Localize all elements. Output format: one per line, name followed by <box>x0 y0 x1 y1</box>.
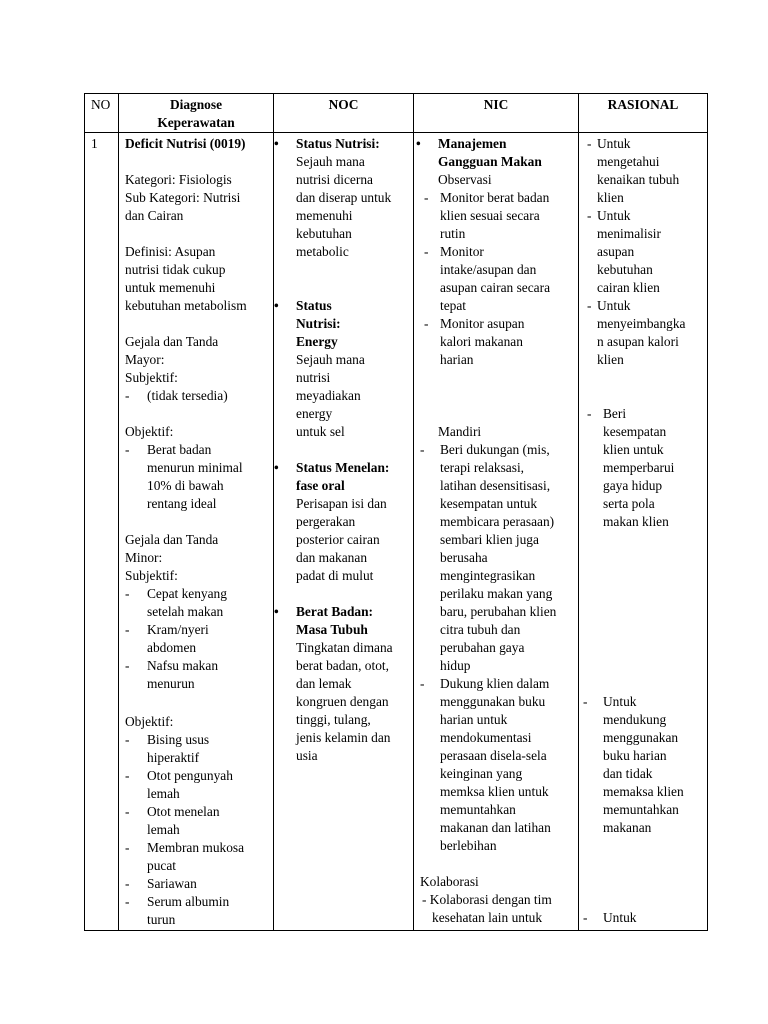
list-item: abdomen <box>147 640 197 655</box>
rasional-item: makan klien <box>603 514 669 529</box>
noc-title: Berat Badan: <box>296 604 373 619</box>
noc-title: fase oral <box>296 478 345 493</box>
dash-marker: - <box>587 208 592 223</box>
list-item: lemah <box>147 822 180 837</box>
list-item: (tidak tersedia) <box>147 388 228 403</box>
dash-marker: - <box>125 622 130 637</box>
list-item: Dukung klien dalam <box>440 676 550 691</box>
dash-marker: - <box>420 442 425 457</box>
list-item: klien sesuai secara <box>440 208 540 223</box>
rasional-item: menggunakan <box>603 730 679 745</box>
dash-marker: - <box>424 316 429 331</box>
rasional-item: klien untuk <box>603 442 664 457</box>
objektif-label: Objektif: <box>125 714 174 729</box>
noc-description: dan lemak <box>296 676 352 691</box>
noc-description: usia <box>296 748 318 763</box>
noc-description: dan diserap untuk <box>296 190 392 205</box>
kolaborasi-label: Kolaborasi <box>420 874 479 889</box>
list-item: Nafsu makan <box>147 658 219 673</box>
list-item: turun <box>147 912 176 927</box>
noc-description: pergerakan <box>296 514 356 529</box>
noc-title: Status <box>296 298 332 313</box>
diagnose-cell <box>119 133 274 931</box>
dash-marker: - <box>587 298 592 313</box>
bullet-icon: • <box>274 136 279 151</box>
minor-heading: Gejala dan Tanda <box>125 532 219 547</box>
list-item: memksa klien untuk <box>440 784 549 799</box>
list-item: Monitor <box>440 244 484 259</box>
list-item: memuntahkan <box>440 802 516 817</box>
noc-description: kebutuhan <box>296 226 352 241</box>
rasional-item: menimalisir <box>597 226 661 241</box>
list-item: harian <box>440 352 474 367</box>
rasional-item: n asupan kalori <box>597 334 679 349</box>
list-item: lemah <box>147 786 180 801</box>
list-item: Monitor berat badan <box>440 190 550 205</box>
list-item: hiperaktif <box>147 750 200 765</box>
list-item: latihan desensitisasi, <box>440 478 551 493</box>
kolaborasi-item: kesehatan lain untuk <box>432 910 543 925</box>
list-item: rutin <box>440 226 466 241</box>
subjektif-label: Subjektif: <box>125 370 178 385</box>
header-nic: NIC <box>414 94 579 133</box>
definisi-text: kebutuhan metabolism <box>125 298 247 313</box>
list-item: kesempatan untuk <box>440 496 538 511</box>
header-diagnose: Diagnose Keperawatan <box>119 94 274 133</box>
list-item: makanan dan latihan <box>440 820 551 835</box>
rasional-item: mendukung <box>603 712 667 727</box>
sub-kategori-text: dan Cairan <box>125 208 184 223</box>
mayor-heading: Mayor: <box>125 352 165 367</box>
kategori-text: Kategori: Fisiologis <box>125 172 232 187</box>
noc-description: Sejauh mana <box>296 154 365 169</box>
list-item: terapi relaksasi, <box>440 460 525 475</box>
header-row <box>85 94 708 133</box>
rasional-item: memperbarui <box>603 460 675 475</box>
rasional-item: makanan <box>603 820 652 835</box>
definisi-text: untuk memenuhi <box>125 280 216 295</box>
dash-marker: - <box>125 732 130 747</box>
list-item: citra tubuh dan <box>440 622 521 637</box>
dash-marker: - <box>125 442 130 457</box>
definisi-text: Definisi: Asupan <box>125 244 216 259</box>
noc-description: Perisapan isi dan <box>296 496 387 511</box>
dash-marker: - <box>424 244 429 259</box>
noc-description: jenis kelamin dan <box>296 730 391 745</box>
list-item: kalori makanan <box>440 334 523 349</box>
list-item: Membran mukosa <box>147 840 245 855</box>
list-item: mengintegrasikan <box>440 568 536 583</box>
rasional-cell <box>579 133 708 931</box>
dash-marker: - <box>125 586 130 601</box>
rasional-item: dan tidak <box>603 766 653 781</box>
dash-marker: - <box>587 406 592 421</box>
list-item: Beri dukungan (mis, <box>440 442 550 457</box>
noc-description: Sejauh mana <box>296 352 365 367</box>
list-item: perasaan disela-sela <box>440 748 547 763</box>
list-item: sembari klien juga <box>440 532 539 547</box>
list-item: setelah makan <box>147 604 224 619</box>
table-row <box>85 133 708 931</box>
noc-description: dan makanan <box>296 550 368 565</box>
list-item: keinginan yang <box>440 766 523 781</box>
header-no: NO <box>85 94 119 133</box>
noc-title: Masa Tubuh <box>296 622 368 637</box>
list-item: rentang ideal <box>147 496 217 511</box>
mandiri-label: Mandiri <box>438 424 482 439</box>
rasional-item: Beri <box>603 406 627 421</box>
noc-description: tinggi, tulang, <box>296 712 371 727</box>
list-item: menurun minimal <box>147 460 243 475</box>
noc-description: nutrisi dicerna <box>296 172 373 187</box>
dash-marker: - <box>587 136 592 151</box>
nic-title: Gangguan Makan <box>438 154 542 169</box>
rasional-item: mengetahui <box>597 154 660 169</box>
noc-description: padat di mulut <box>296 568 374 583</box>
sub-kategori-text: Sub Kategori: Nutrisi <box>125 190 241 205</box>
list-item: Monitor asupan <box>440 316 525 331</box>
bullet-icon: • <box>416 136 421 151</box>
list-item: tepat <box>440 298 467 313</box>
dash-marker: - <box>125 840 130 855</box>
noc-description: metabolic <box>296 244 349 259</box>
row-number-cell <box>85 133 119 931</box>
rasional-item: memaksa klien <box>603 784 684 799</box>
list-item: berlebihan <box>440 838 497 853</box>
mayor-heading: Gejala dan Tanda <box>125 334 219 349</box>
list-item: harian untuk <box>440 712 508 727</box>
list-item: menurun <box>147 676 195 691</box>
noc-description: meyadiakan <box>296 388 361 403</box>
rasional-item: serta pola <box>603 496 655 511</box>
definisi-text: nutrisi tidak cukup <box>125 262 226 277</box>
noc-description: Tingkatan dimana <box>296 640 393 655</box>
list-item: baru, perubahan klien <box>440 604 557 619</box>
list-item: perubahan gaya <box>440 640 525 655</box>
rasional-item: buku harian <box>603 748 667 763</box>
list-item: 10% di bawah <box>147 478 224 493</box>
rasional-item: Untuk <box>597 298 631 313</box>
list-item: Cepat kenyang <box>147 586 227 601</box>
bullet-icon: • <box>274 298 279 313</box>
header-rasional: RASIONAL <box>579 94 708 133</box>
dash-marker: - <box>125 388 130 403</box>
noc-title: Energy <box>296 334 338 349</box>
noc-title: Status Menelan: <box>296 460 390 475</box>
list-item: intake/asupan dan <box>440 262 537 277</box>
list-item: Sariawan <box>147 876 197 891</box>
noc-description: posterior cairan <box>296 532 380 547</box>
dash-marker: - <box>125 768 130 783</box>
bullet-icon: • <box>274 604 279 619</box>
rasional-item: asupan <box>597 244 635 259</box>
noc-cell <box>274 133 414 931</box>
noc-description: nutrisi <box>296 370 331 385</box>
care-plan-table <box>84 93 708 931</box>
rasional-item: klien <box>597 190 624 205</box>
rasional-item: gaya hidup <box>603 478 663 493</box>
rasional-item: Untuk <box>603 694 637 709</box>
header-noc: NOC <box>274 94 414 133</box>
nic-cell <box>414 133 579 931</box>
list-item: Otot menelan <box>147 804 220 819</box>
dash-marker: - <box>583 694 588 709</box>
rasional-item: kebutuhan <box>597 262 653 277</box>
row-number: 1 <box>91 136 98 151</box>
list-item: Berat badan <box>147 442 212 457</box>
noc-description: memenuhi <box>296 208 353 223</box>
list-item: Serum albumin <box>147 894 230 909</box>
list-item: Otot pengunyah <box>147 768 233 783</box>
rasional-item: menyeimbangka <box>597 316 686 331</box>
objektif-label: Objektif: <box>125 424 174 439</box>
list-item: mendokumentasi <box>440 730 532 745</box>
list-item: berusaha <box>440 550 488 565</box>
rasional-item: memuntahkan <box>603 802 679 817</box>
rasional-item: Untuk <box>603 910 637 925</box>
list-item: hidup <box>440 658 471 673</box>
noc-description: berat badan, otot, <box>296 658 389 673</box>
dash-marker: - <box>125 894 130 909</box>
kolaborasi-item: - Kolaborasi dengan tim <box>422 892 552 907</box>
rasional-item: klien <box>597 352 624 367</box>
rasional-item: kesempatan <box>603 424 667 439</box>
subjektif-label: Subjektif: <box>125 568 178 583</box>
noc-title: Status Nutrisi: <box>296 136 380 151</box>
list-item: asupan cairan secara <box>440 280 551 295</box>
noc-description: energy <box>296 406 333 421</box>
list-item: perilaku makan yang <box>440 586 553 601</box>
list-item: Kram/nyeri <box>147 622 209 637</box>
rasional-item: kenaikan tubuh <box>597 172 680 187</box>
bullet-icon: • <box>274 460 279 475</box>
nic-title: Manajemen <box>438 136 507 151</box>
list-item: pucat <box>147 858 176 873</box>
noc-description: kongruen dengan <box>296 694 389 709</box>
dash-marker: - <box>420 676 425 691</box>
rasional-item: Untuk <box>597 208 631 223</box>
rasional-item: Untuk <box>597 136 631 151</box>
noc-description: untuk sel <box>296 424 345 439</box>
list-item: menggunakan buku <box>440 694 546 709</box>
dash-marker: - <box>424 190 429 205</box>
dash-marker: - <box>125 658 130 673</box>
dash-marker: - <box>583 910 588 925</box>
dash-marker: - <box>125 804 130 819</box>
list-item: Bising usus <box>147 732 210 747</box>
list-item: membicara perasaan) <box>440 514 555 529</box>
diagnosis-title: Deficit Nutrisi (0019) <box>125 136 246 151</box>
dash-marker: - <box>125 876 130 891</box>
rasional-item: cairan klien <box>597 280 660 295</box>
minor-heading: Minor: <box>125 550 163 565</box>
observasi-label: Observasi <box>438 172 492 187</box>
noc-title: Nutrisi: <box>296 316 341 331</box>
